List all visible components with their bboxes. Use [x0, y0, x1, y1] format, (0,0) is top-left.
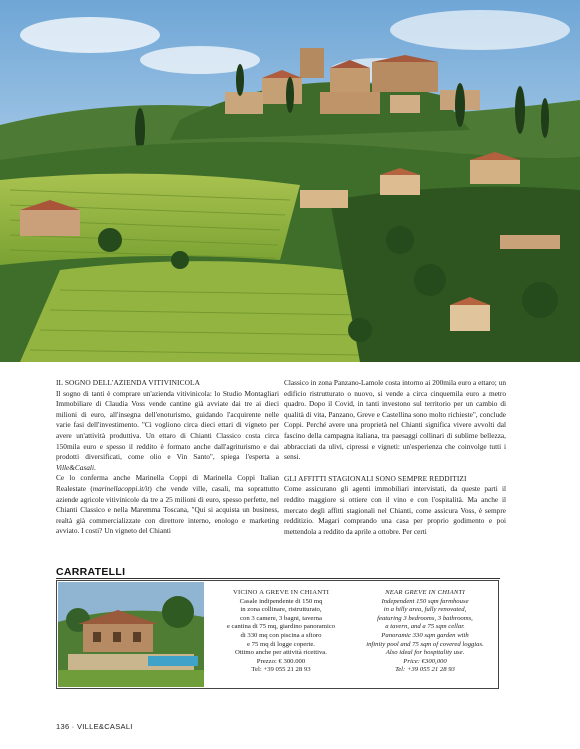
english-caption-line: in a hilly area, fully renovated, — [383, 606, 467, 614]
english-caption-phone: Tel: +39 055 21 28 93 — [395, 666, 455, 674]
italian-caption-line: Ottimo anche per attività ricettiva. — [235, 649, 327, 657]
hero-photo — [0, 0, 580, 362]
italian-caption-line: di 330 mq con piscina a sfioro — [240, 631, 322, 639]
left-paragraph-1-text: Il sogno di tanti è comprare un'azienda vitivinicola: lo Studio Montagliari Immobiliare di Claudia Voss vende cantine già avviate dai tre ai dieci milioni di euro, all'insegna dell'enoturismo, guidando l'acquirente nelle varie fasi dell'investimento. "Ci vogliono circa dieci ettari di vigneto per avere un'attività produttiva. Un ettaro di Chianti Classico costa circa 150mila euro e spesso il reddito è formato anche dall'agriturismo e dai prodotti diversificati, come olio e Vin Santo", spiega l'esperta a — [56, 388, 279, 462]
english-caption-line: a tavern, and a 75 sqm cellar. — [385, 623, 465, 631]
right-paragraph-2: Come assicurano gli agenti immobiliari intervistati, da queste parti il reddito maggiore si ottiere con il vino e con l'ospitalità. Ma anche il mercato degli affitti stagionali nel Chianti, come assicura Voss, è sempre redditizio. Magari comprando una casa per proprio godimento e poi mettendola a reddito da aprile a ottobre. Per certi — [284, 484, 506, 536]
english-caption-title: NEAR GREVE IN CHIANTI — [385, 589, 465, 596]
english-caption-line: Also ideal for hospitality use. — [385, 649, 465, 657]
left-paragraph-1 — [56, 389, 279, 474]
article-left-column — [56, 378, 279, 537]
right-paragraph-1: Classico in zona Panzano-Lamole costa intorno ai 200mila euro a ettaro; un edificio ristrutturato o nuovo, si vende a circa cinquemila euro a metro quadro. Dopo il Covid, in tanti investono sul territorio per un cambio di qualità di vita, Panzano, Greve e Castellina sono molto richieste", conclude Coppi. Perché avere una proprietà nel Chianti significa vivere avvolti dal fascino della campagna italiana, tra paesaggi collinari di sublime bellezza, abbracciati da ulivi, cipressi e vigneti: un'esperienza che coinvolge tutti i sensi. — [284, 378, 506, 462]
italian-caption-line: in zona collinare, ristrutturato, — [240, 606, 322, 614]
farmhouse-photo-icon — [58, 582, 204, 687]
english-caption-line: featuring 3 bedrooms, 3 bathrooms, — [377, 614, 473, 622]
listing-italian-caption — [207, 589, 355, 675]
listing-box — [56, 580, 499, 689]
left-section-heading: IL SOGNO DELL'AZIENDA VITIVINICOLA — [56, 378, 201, 387]
italian-caption-line: e cantina di 75 mq, giardino panoramico — [226, 623, 336, 631]
english-caption-line: infinity pool and 75 sqm of covered loggias. — [366, 640, 484, 648]
english-caption-line: Independent 150 sqm farmhouse — [381, 597, 469, 605]
listing-section-title: CARRATELLI — [56, 566, 126, 578]
italian-caption-line: e 75 mq di logge coperte. — [247, 640, 315, 648]
right-section-heading: GLI AFFITTI STAGIONALI SONO SEMPRE REDDITIZI — [284, 473, 467, 483]
italian-caption-line: con 3 camere, 3 bagni, taverna — [240, 614, 322, 622]
italian-caption-phone: Tel: +39 055 21 28 93 — [251, 666, 311, 674]
listing-english-caption — [351, 589, 499, 675]
farmhouse-thumbnail — [58, 582, 204, 687]
english-caption-price: Price: €300,000 — [403, 657, 447, 665]
english-caption-line: Panoramic 330 sqm garden with — [381, 631, 469, 639]
left-paragraph-1-end: . — [93, 462, 96, 472]
left-paragraph-2 — [56, 473, 279, 537]
left-paragraph-2-text-a: Ce lo conferma anche Marinella Coppi di Marinella Coppi Italian Realestate ( — [56, 473, 279, 493]
website-link[interactable]: marinellacoppi.it/it — [92, 483, 150, 493]
italian-caption-line: Casale indipendente di 150 mq — [239, 597, 323, 605]
magazine-name: Ville&Casali — [56, 462, 94, 472]
left-paragraph-2-text-b: ) che vende ville, casali, ma soprattutto aziende agricole vitivinicole da tre a 25 milioni di euro, spesso perfette, nel Chianti Classico e nella Maremma Toscana, "Qui si acquista un business, realtà già commercializzate con direttore interno, enologo e marketing avviato. I costi? Un vigneto del Chianti — [56, 483, 279, 536]
italian-caption-price: Prezzo: € 300.000 — [256, 657, 306, 665]
section-divider — [56, 578, 500, 579]
hero-landscape-image — [0, 0, 580, 362]
page-footer: 136 · VILLE&CASALI — [56, 722, 133, 731]
italian-caption-title: VICINO A GREVE IN CHIANTI — [232, 589, 329, 596]
article-right-column — [284, 378, 506, 537]
